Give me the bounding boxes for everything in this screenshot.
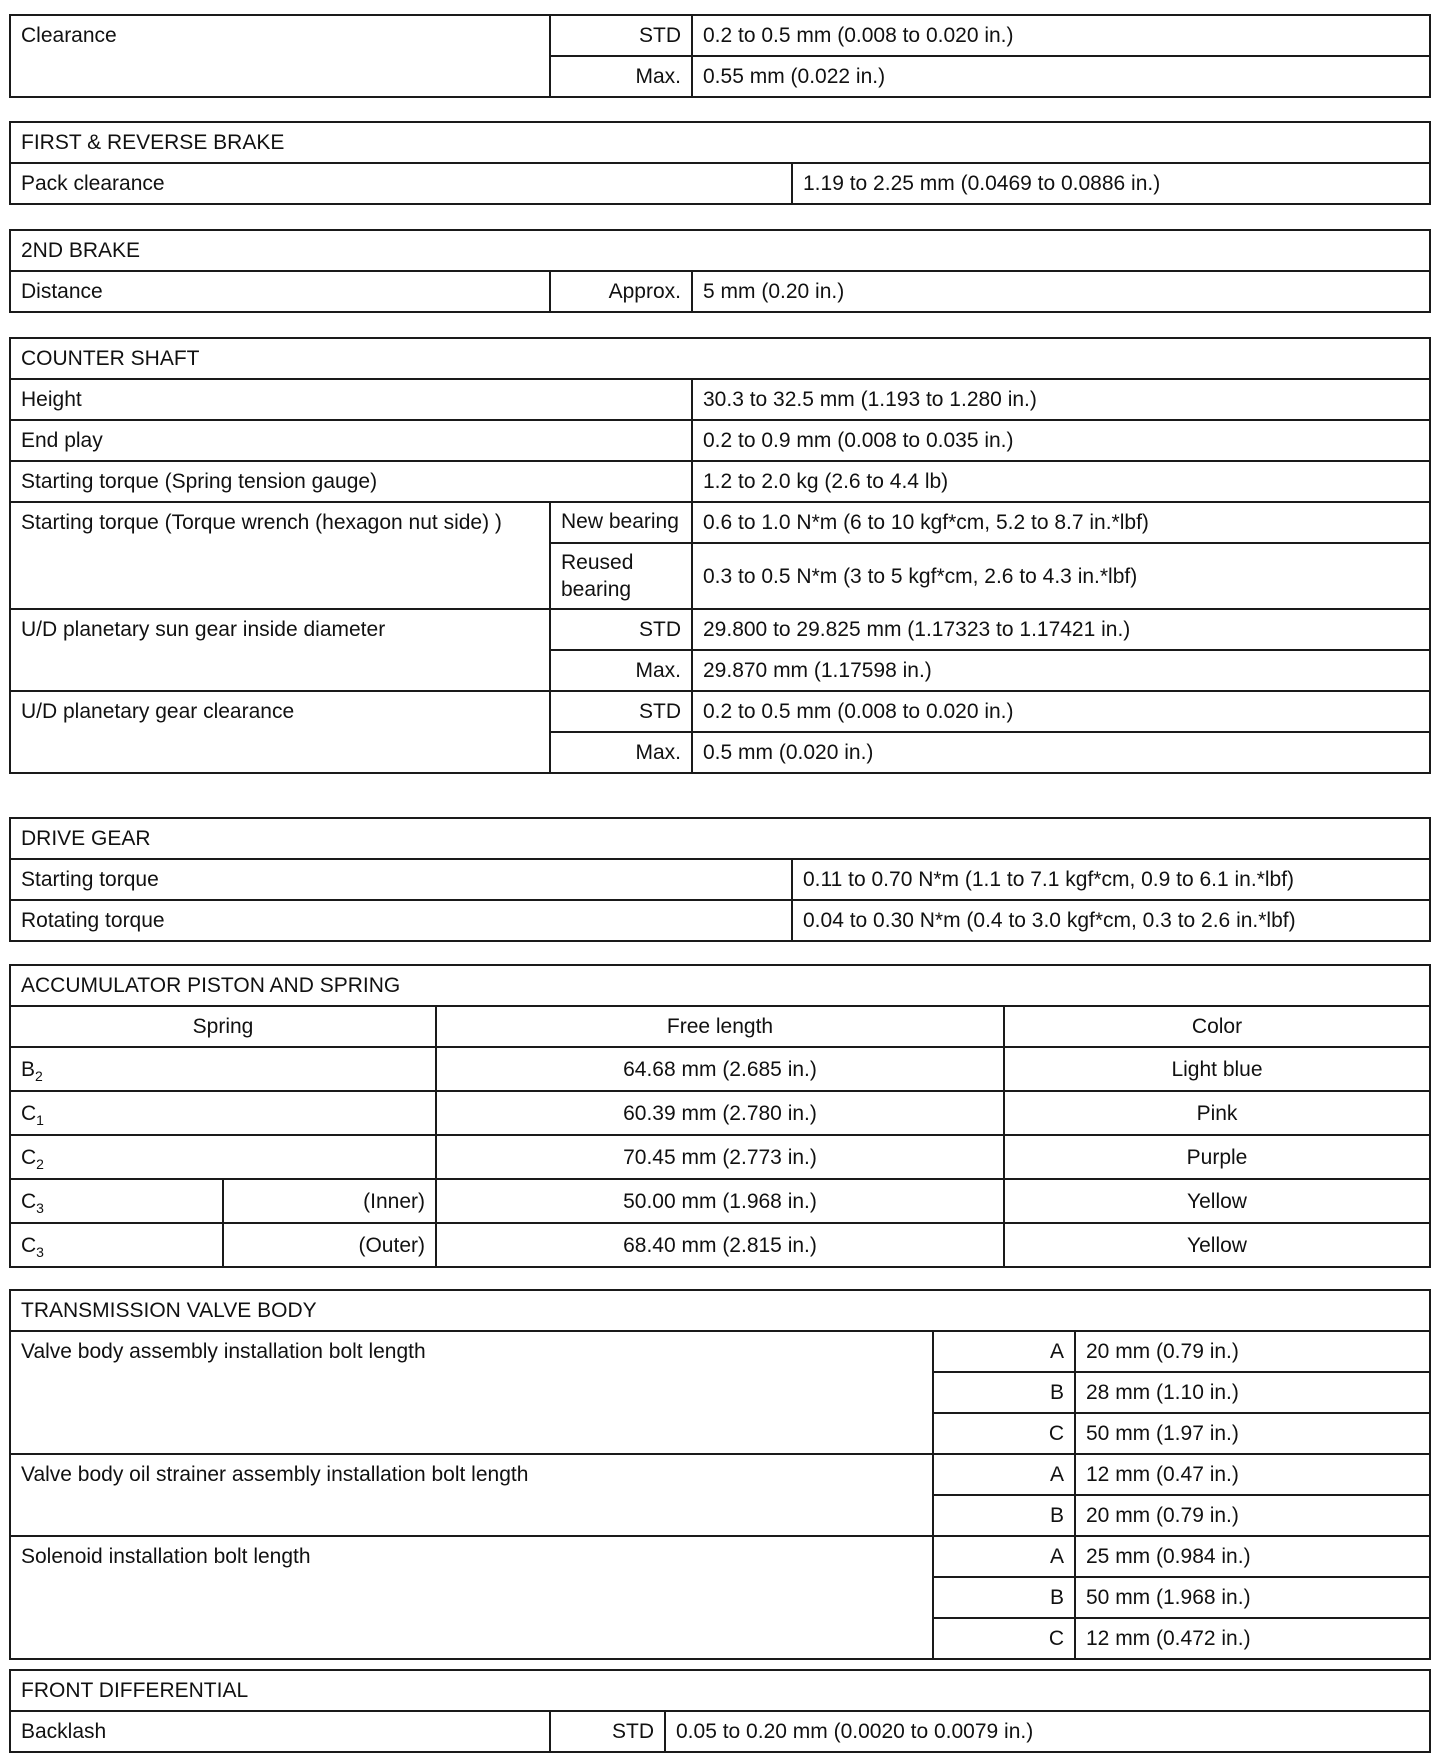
accumulator-table [9, 964, 1431, 1268]
backlash-label: Backlash [10, 1711, 550, 1752]
distance-value: 5 mm (0.20 in.) [692, 271, 1430, 312]
spring-subscript: 1 [36, 1112, 44, 1128]
bolt-key: A [933, 1536, 1075, 1577]
sun-gear-diameter-label: U/D planetary sun gear inside diameter [10, 609, 550, 691]
bolt-key: B [933, 1372, 1075, 1413]
table-row [10, 1091, 1430, 1135]
sun-gear-max-value: 29.870 mm (1.17598 in.) [692, 650, 1430, 691]
valve-body-bolt-label: Valve body assembly installation bolt length [10, 1331, 933, 1454]
clearance-label: Clearance [10, 15, 550, 97]
sun-gear-max-cond: Max. [550, 650, 692, 691]
color-value: Light blue [1004, 1047, 1430, 1091]
section-title: TRANSMISSION VALVE BODY [10, 1290, 1430, 1331]
height-value: 30.3 to 32.5 mm (1.193 to 1.280 in.) [692, 379, 1430, 420]
torque-wrench-label: Starting torque (Torque wrench (hexagon nut side) ) [10, 502, 550, 609]
clearance-std-value: 0.2 to 0.5 mm (0.008 to 0.020 in.) [692, 15, 1430, 56]
bolt-length: 50 mm (1.97 in.) [1075, 1413, 1430, 1454]
spring-id: C [21, 1234, 37, 1257]
solenoid-bolt-label: Solenoid installation bolt length [10, 1536, 933, 1659]
clearance-max-value: 0.55 mm (0.022 in.) [692, 56, 1430, 97]
first-reverse-brake-table [9, 121, 1431, 205]
bolt-length: 12 mm (0.47 in.) [1075, 1454, 1430, 1495]
sun-gear-std-cond: STD [550, 609, 692, 650]
table-row [10, 1047, 1430, 1091]
clearance-max-cond: Max. [550, 56, 692, 97]
planetary-std-cond: STD [550, 691, 692, 732]
reused-bearing-value: 0.3 to 0.5 N*m (3 to 5 kgf*cm, 2.6 to 4.3 in.*lbf) [692, 543, 1430, 609]
oil-strainer-bolt-label: Valve body oil strainer assembly installation bolt length [10, 1454, 933, 1536]
spring-subscript: 2 [36, 1156, 44, 1172]
bolt-key: A [933, 1331, 1075, 1372]
spring-id: C [21, 1102, 37, 1125]
clearance-std-cond: STD [550, 15, 692, 56]
front-differential-table [9, 1669, 1431, 1753]
free-length-value: 64.68 mm (2.685 in.) [436, 1047, 1004, 1091]
table-row [10, 1179, 1430, 1223]
spring-header: Spring [10, 1006, 436, 1047]
section-title: ACCUMULATOR PISTON AND SPRING [10, 965, 1430, 1006]
color-header: Color [1004, 1006, 1430, 1047]
planetary-clearance-label: U/D planetary gear clearance [10, 691, 550, 773]
clearance-table [9, 14, 1431, 98]
backlash-cond: STD [550, 1711, 665, 1752]
spring-subscript: 2 [35, 1068, 43, 1084]
bolt-length: 28 mm (1.10 in.) [1075, 1372, 1430, 1413]
pack-clearance-value: 1.19 to 2.25 mm (0.0469 to 0.0886 in.) [792, 163, 1430, 204]
sun-gear-std-value: 29.800 to 29.825 mm (1.17323 to 1.17421 in.) [692, 609, 1430, 650]
rotating-torque-label: Rotating torque [10, 900, 792, 941]
spring-id: C [21, 1190, 37, 1213]
section-title: 2ND BRAKE [10, 230, 1430, 271]
rotating-torque-value: 0.04 to 0.30 N*m (0.4 to 3.0 kgf*cm, 0.3 to 2.6 in.*lbf) [792, 900, 1430, 941]
bolt-key: B [933, 1577, 1075, 1618]
spring-gauge-torque-label: Starting torque (Spring tension gauge) [10, 461, 692, 502]
spring-subscript: 3 [36, 1244, 44, 1260]
spring-id: B [21, 1058, 36, 1081]
section-title: FRONT DIFFERENTIAL [10, 1670, 1430, 1711]
bolt-length: 20 mm (0.79 in.) [1075, 1331, 1430, 1372]
free-length-value: 68.40 mm (2.815 in.) [436, 1223, 1004, 1267]
distance-label: Distance [10, 271, 550, 312]
spring-position: (Outer) [223, 1223, 436, 1267]
distance-cond: Approx. [550, 271, 692, 312]
section-title: FIRST & REVERSE BRAKE [10, 122, 1430, 163]
free-length-value: 50.00 mm (1.968 in.) [436, 1179, 1004, 1223]
backlash-value: 0.05 to 0.20 mm (0.0020 to 0.0079 in.) [665, 1711, 1430, 1752]
bolt-length: 25 mm (0.984 in.) [1075, 1536, 1430, 1577]
reused-bearing-cond: Reused bearing [550, 543, 692, 609]
drive-gear-table [9, 817, 1431, 942]
section-title: DRIVE GEAR [10, 818, 1430, 859]
color-value: Yellow [1004, 1223, 1430, 1267]
bolt-length: 20 mm (0.79 in.) [1075, 1495, 1430, 1536]
color-value: Yellow [1004, 1179, 1430, 1223]
second-brake-table [9, 229, 1431, 313]
free-length-value: 70.45 mm (2.773 in.) [436, 1135, 1004, 1179]
bolt-length: 12 mm (0.472 in.) [1075, 1618, 1430, 1659]
color-value: Pink [1004, 1091, 1430, 1135]
free-length-header: Free length [436, 1006, 1004, 1047]
planetary-max-cond: Max. [550, 732, 692, 773]
free-length-value: 60.39 mm (2.780 in.) [436, 1091, 1004, 1135]
valve-body-table [9, 1289, 1431, 1660]
bolt-key: C [933, 1413, 1075, 1454]
spring-position: (Inner) [223, 1179, 436, 1223]
bolt-key: B [933, 1495, 1075, 1536]
counter-shaft-table [9, 337, 1431, 774]
new-bearing-value: 0.6 to 1.0 N*m (6 to 10 kgf*cm, 5.2 to 8.7 in.*lbf) [692, 502, 1430, 543]
new-bearing-cond: New bearing [550, 502, 692, 543]
starting-torque-label: Starting torque [10, 859, 792, 900]
end-play-value: 0.2 to 0.9 mm (0.008 to 0.035 in.) [692, 420, 1430, 461]
bolt-key: C [933, 1618, 1075, 1659]
bolt-key: A [933, 1454, 1075, 1495]
pack-clearance-label: Pack clearance [10, 163, 792, 204]
color-value: Purple [1004, 1135, 1430, 1179]
height-label: Height [10, 379, 692, 420]
spring-gauge-torque-value: 1.2 to 2.0 kg (2.6 to 4.4 lb) [692, 461, 1430, 502]
section-title: COUNTER SHAFT [10, 338, 1430, 379]
starting-torque-value: 0.11 to 0.70 N*m (1.1 to 7.1 kgf*cm, 0.9 to 6.1 in.*lbf) [792, 859, 1430, 900]
table-row [10, 1223, 1430, 1267]
planetary-max-value: 0.5 mm (0.020 in.) [692, 732, 1430, 773]
bolt-length: 50 mm (1.968 in.) [1075, 1577, 1430, 1618]
end-play-label: End play [10, 420, 692, 461]
spring-subscript: 3 [36, 1200, 44, 1216]
planetary-std-value: 0.2 to 0.5 mm (0.008 to 0.020 in.) [692, 691, 1430, 732]
spring-id: C [21, 1146, 37, 1169]
table-row [10, 1135, 1430, 1179]
